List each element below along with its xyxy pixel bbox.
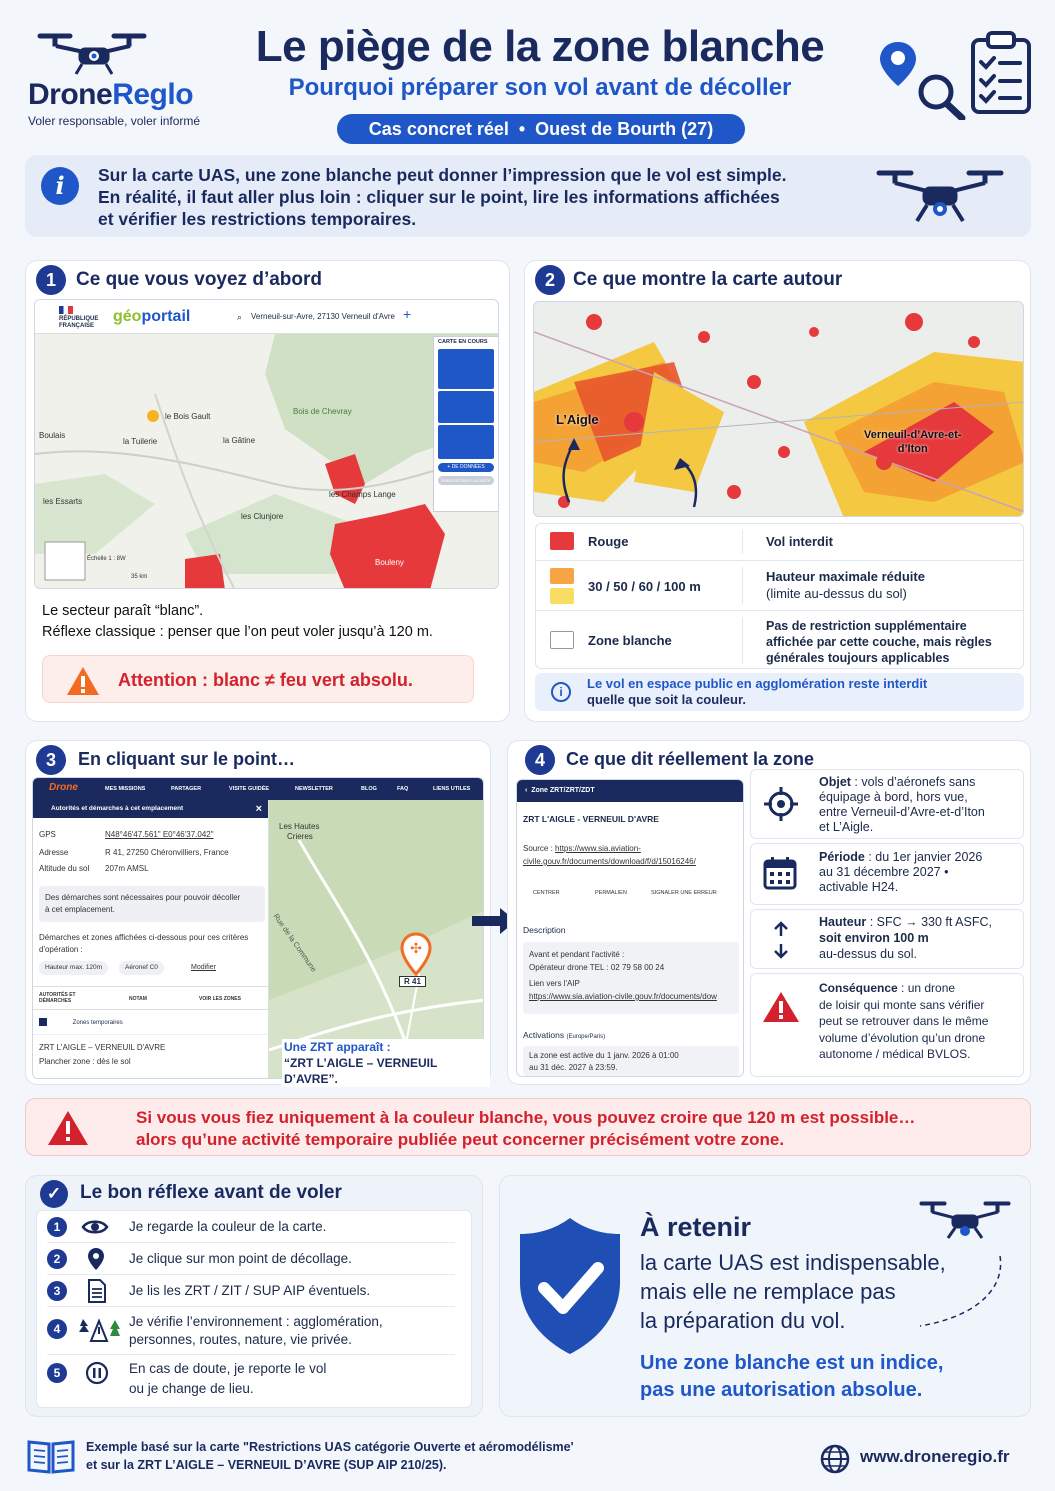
layer-item[interactable] [438, 391, 494, 423]
section-3-title: En cliquant sur le point… [78, 749, 296, 769]
more-data-button[interactable]: + DE DONNÉES [438, 463, 494, 472]
app-navbar [33, 778, 483, 800]
legend-label: Rouge [588, 534, 629, 549]
place-label: Bois de Chevray [293, 407, 352, 416]
intro-line-3: et vérifier les restrictions temporaires. [98, 209, 417, 229]
app-map [269, 800, 484, 1079]
source-link-1[interactable]: https://www.sia.aviation- [555, 844, 641, 853]
activations-tz: (Europe/Paris) [566, 1034, 606, 1040]
legend-swatch-yellow [550, 588, 574, 604]
page-title: Le piège de la zone blanche [255, 22, 825, 71]
legend-desc: (limite au-dessus du sol) [766, 586, 907, 601]
retain-card [499, 1175, 1031, 1417]
zrt-caption-2: “ZRT L’AIGLE – VERNEUIL D’AVRE”. [284, 1056, 438, 1086]
layers-panel-title: CARTE EN COURS [438, 339, 488, 345]
info-text: activable H24. [819, 880, 899, 894]
altitude-value: 207m AMSL [105, 864, 149, 873]
step-badge-4: 4 [525, 745, 555, 775]
map-label-verneuil-2: d’Iton [897, 443, 928, 455]
warning-icon [65, 665, 101, 697]
procedure-box: Des démarches sont nécessaires pour pouvoir décoller à cet emplacement. [39, 886, 265, 922]
info-consequence [750, 973, 1024, 1077]
height-chip[interactable]: Hauteur max. 120m [39, 961, 108, 975]
rf-line-1: RÉPUBLIQUE [59, 316, 99, 322]
zone-detail-name: ZRT L'AIGLE - VERNEUIL D'AVRE [523, 814, 659, 824]
info-panel [33, 800, 269, 1079]
geoportail-logo-b: portail [141, 308, 191, 325]
section-2-card [524, 260, 1031, 722]
info-label: Conséquence [819, 981, 898, 995]
drone-icon [875, 163, 1005, 229]
info-label: Hauteur [819, 915, 867, 929]
source-link-2[interactable]: civile.gouv.fr/documents/download/f/d/15016246/ [523, 857, 696, 866]
alert-line-1: Si vous vous fiez uniquement à la couleur blanche, vous pouvez croire que 120 m est possible… [136, 1108, 916, 1127]
section-4-title: Ce que dit réellement la zone [566, 749, 815, 769]
aircraft-chip[interactable]: Aéronef C0 [119, 961, 164, 975]
brand-tagline: Voler responsable, voler informé [28, 114, 201, 128]
permalink-button[interactable]: PERMALIEN [595, 890, 627, 896]
road-label: Rue de la Commune [271, 912, 319, 974]
footer-line-1: Exemple basé sur la carte "Restrictions UAS catégorie Ouverte et aéromodélisme' [86, 1440, 574, 1454]
legend-swatch-red [550, 532, 574, 550]
modify-link[interactable]: Modifier [191, 964, 216, 971]
page-subtitle: Pourquoi préparer son vol avant de décoller [288, 74, 792, 101]
info-text: volume d’évolution qu’un drone [819, 1030, 986, 1045]
section-1-text-1: Le secteur paraît “blanc”. [42, 603, 204, 619]
legend-row-red [536, 524, 1023, 560]
legend-desc: Vol interdit [766, 534, 833, 549]
pause-icon [85, 1361, 109, 1385]
map-legend [535, 523, 1024, 669]
address-label: Adresse [39, 848, 69, 857]
step-number: 1 [47, 1217, 67, 1237]
map-label: Les Hautes [279, 822, 320, 831]
desc-line: Lien vers l'AIP [529, 979, 580, 988]
step-badge-2: 2 [535, 265, 565, 295]
altitude-label: Altitude du sol [39, 864, 90, 873]
retain-bold-2: pas une autorisation absolue. [640, 1379, 923, 1401]
info-height [750, 909, 1024, 969]
info-text: : SFC → 330 ft ASFC, [866, 915, 992, 929]
checklist-icon [970, 30, 1032, 114]
info-icon: i [41, 167, 79, 205]
zone-entry-name: ZRT L'AIGLE – VERNEUIL D'AVRE [39, 1043, 166, 1052]
app-logo: Drone [49, 782, 78, 793]
zone-detail-header [517, 780, 743, 802]
place-label: la Tuilerie [123, 437, 158, 446]
reflex-title: Le bon réflexe avant de voler [80, 1182, 342, 1203]
environment-icon [77, 1317, 121, 1343]
info-text: et L’Aigle. [819, 820, 874, 834]
place-label: la Gâtine [223, 436, 256, 445]
section-1-text-2: Réflexe classique : penser que l’on peut voler jusqu’à 120 m. [42, 624, 433, 640]
map-label-laigle: L’Aigle [556, 412, 599, 427]
reflex-step-5 [47, 1355, 455, 1407]
zone-entry[interactable] [33, 1034, 268, 1074]
globe-icon [820, 1444, 850, 1474]
legend-desc: générales toujours applicables [766, 651, 950, 665]
warning-icon [46, 1109, 90, 1147]
section-1-title: Ce que vous voyez d’abord [76, 269, 322, 290]
reflex-step-2 [47, 1243, 455, 1275]
reflex-step-1 [47, 1211, 455, 1243]
address-value: R 41, 27250 Chéronvilliers, France [105, 848, 229, 857]
tab-notam[interactable]: NOTAM [129, 996, 147, 1002]
geoportail-screenshot [34, 299, 499, 589]
step-number: 4 [47, 1319, 67, 1339]
warning-icon [761, 990, 801, 1024]
step-badge-1: 1 [36, 265, 66, 295]
nav-item[interactable]: LIENS UTILES [433, 786, 471, 792]
close-icon[interactable]: × [255, 803, 262, 815]
checkbox-icon [39, 1018, 47, 1026]
retain-bold-1: Une zone blanche est un indice, [640, 1352, 944, 1374]
nav-item[interactable]: FAQ [397, 786, 409, 792]
svg-text:✣: ✣ [410, 941, 422, 957]
search-icon: ⌕ [237, 312, 243, 322]
info-text: : vols d’aéronefs sans [850, 775, 976, 789]
tab-zones[interactable]: VOIR LES ZONES [199, 996, 241, 1002]
legend-label: Zone blanche [588, 633, 672, 648]
desc-line: Opérateur drone TEL : 02 79 58 00 24 [529, 963, 665, 972]
rf-line-2: FRANÇAISE [59, 323, 95, 329]
info-label: Objet [819, 775, 851, 789]
brand-logo [28, 28, 208, 128]
road-badge: R 41 [399, 976, 426, 987]
info-text: au-dessus du sol. [819, 947, 917, 961]
book-icon [27, 1438, 75, 1474]
alert-banner [25, 1098, 1031, 1156]
info-text: de loisir qui monte sans vérifier [819, 997, 985, 1012]
gps-value: N48°46'47.561" E0°46'37.042" [105, 830, 214, 839]
target-icon [763, 786, 799, 822]
temp-zones-toggle[interactable] [39, 1018, 123, 1026]
section-3-card [25, 740, 491, 1085]
gps-label: GPS [39, 830, 56, 839]
uas-map [533, 301, 1024, 517]
info-text: : du 1er janvier 2026 [864, 850, 983, 864]
activations-label: Activations [523, 1030, 565, 1040]
activations-box [523, 1046, 739, 1076]
info-period [750, 843, 1024, 905]
info-text: peut se retrouver dans le même [819, 1014, 989, 1028]
footer-line-2: et sur la ZRT L’AIGLE – VERNEUIL D’AVRE (SUP AIP 210/25). [86, 1458, 447, 1472]
reflex-list [36, 1210, 472, 1408]
retain-line-2: mais elle ne remplace pas [640, 1279, 896, 1304]
center-button[interactable]: CENTRER [533, 890, 560, 896]
description-label: Description [523, 925, 566, 935]
document-icon [87, 1279, 107, 1303]
zone-detail-header-title: Zone ZRT/ZRT/ZDT [531, 787, 595, 794]
place-label: les Clunjore [241, 512, 284, 521]
source-label: Source : [523, 844, 556, 853]
nav-item[interactable]: VISITE GUIDÉE [229, 786, 270, 792]
note-line-2: quelle que soit la couleur. [587, 692, 746, 707]
step-number: 5 [47, 1363, 67, 1383]
add-icon[interactable]: + [403, 306, 412, 322]
tab-authorities[interactable]: AUTORITÉS ET DÉMARCHES [39, 992, 76, 1004]
drone-flight-icon [910, 1196, 1020, 1336]
map-scale-km: 35 km [131, 574, 148, 580]
layer-item[interactable] [438, 349, 494, 389]
reflex-card [25, 1175, 483, 1417]
intro-line-2: En réalité, il faut aller plus loin : cliquer sur le point, lire les informations affichées [98, 187, 780, 207]
step-number: 3 [47, 1281, 67, 1301]
legend-label: 30 / 50 / 60 / 100 m [588, 579, 701, 594]
zone-entry-floor: Plancher zone : dès le sol [39, 1057, 131, 1066]
panel-tabs [33, 986, 268, 1010]
save-map-button[interactable]: ENREGISTRER LA CARTE [438, 476, 494, 485]
map-place-labels [35, 300, 498, 588]
place-label: le Bois Gault [165, 412, 211, 421]
place-label: Boulais [39, 431, 66, 440]
step-text: Je lis les ZRT / ZIT / SUP AIP éventuels. [129, 1283, 371, 1298]
aip-link[interactable]: https://www.sia.aviation-civile.gouv.fr/documents/dow [529, 992, 717, 1001]
check-circle-icon: ✓ [40, 1180, 68, 1208]
back-icon[interactable]: ‹ [525, 787, 528, 794]
nav-item[interactable]: BLOG [361, 786, 377, 792]
vertical-arrows-icon [771, 920, 791, 960]
brand-name-b: Reglo [112, 78, 194, 111]
retain-title: À retenir [640, 1212, 752, 1242]
map-label-verneuil-1: Verneuil-d’Avre-et- [864, 429, 962, 441]
map-pin-icon [87, 1247, 105, 1271]
panel-title: Autorités et démarches à cet emplacement [51, 805, 184, 812]
map-label: Crieres [287, 832, 313, 841]
step-text: Je regarde la couleur de la carte. [129, 1219, 327, 1234]
section-4-card [507, 740, 1031, 1085]
info-text: : un drone [897, 981, 956, 995]
info-object [750, 769, 1024, 839]
info-text: équipage à bord, hors vue, [819, 790, 968, 804]
description-box [523, 942, 739, 1014]
intro-box [25, 155, 1031, 237]
section-2-title: Ce que montre la carte autour [573, 269, 843, 290]
nav-item[interactable]: PARTAGER [171, 786, 202, 792]
step-number: 2 [47, 1249, 67, 1269]
map-scale: Échelle 1 : 8W [87, 556, 126, 562]
website-link[interactable]: www.droneregio.fr [860, 1447, 1010, 1466]
place-label: les Essarts [43, 497, 83, 506]
location-search-icon [876, 38, 966, 120]
agglomeration-note [535, 673, 1024, 711]
legend-desc: affichée par cette couche, mais règles [766, 635, 992, 649]
case-badge: Cas concret réel • Ouest de Bourth (27) [337, 114, 745, 144]
legend-swatch-white [550, 631, 574, 649]
legend-desc: Pas de restriction supplémentaire [766, 619, 967, 633]
panel-header [33, 800, 268, 818]
legend-swatch-orange [550, 568, 574, 584]
report-error-button[interactable]: SIGNALER UNE ERREUR [651, 890, 717, 896]
alert-line-2: alors qu’une activité temporaire publiée peut concerner précisément votre zone. [136, 1130, 785, 1149]
info-text: autonome / médical BVLOS. [819, 1047, 971, 1061]
legend-row-height [536, 560, 1023, 610]
drone-location-pin-icon[interactable] [399, 932, 433, 976]
place-label: les Champs Lange [329, 490, 396, 499]
place-label: Bouleny [375, 558, 404, 567]
layer-item[interactable] [438, 425, 494, 459]
brand-name-a: Drone [28, 78, 113, 111]
drone-logo-icon [34, 28, 154, 78]
step-text: ou je change de lieu. [129, 1381, 254, 1396]
note-line-1: Le vol en espace public en agglomération reste interdit [587, 676, 928, 691]
geoportail-logo-a: géo [113, 308, 142, 325]
intro-line-1: Sur la carte UAS, une zone blanche peut donner l’impression que le vol est simple. [98, 165, 787, 185]
attention-text: Attention : blanc ≠ feu vert absolu. [118, 670, 413, 690]
criteria-text: Démarches et zones affichées ci-dessous pour ces critères d'opération : [39, 933, 249, 954]
nav-item[interactable]: MES MISSIONS [105, 786, 146, 792]
attention-box [42, 655, 474, 703]
shield-check-icon [516, 1216, 624, 1356]
eye-icon [81, 1218, 109, 1236]
section-1-card [25, 260, 510, 722]
reflex-step-3 [47, 1275, 455, 1307]
info-label: Période [819, 850, 865, 864]
legend-row-white [536, 610, 1023, 670]
step-text: Je vérifie l’environnement : agglomération, [129, 1314, 383, 1329]
activation-line: au 31 déc. 2027 à 23:59. [529, 1063, 618, 1072]
zone-detail-screenshot [516, 779, 744, 1077]
nav-item[interactable]: NEWSLETTER [295, 786, 333, 792]
zrt-caption-1: Une ZRT apparaît : [284, 1040, 391, 1054]
retain-line-1: la carte UAS est indispensable, [640, 1250, 946, 1275]
desc-line: Avant et pendant l'activité : [529, 950, 625, 959]
temp-zones-label: Zones temporaires [72, 1019, 123, 1026]
step-text: En cas de doute, je reporte le vol [129, 1361, 327, 1376]
step-text: Je clique sur mon point de décollage. [129, 1251, 352, 1266]
info-text: entre Verneuil-d’Avre-et-d’Iton [819, 805, 985, 819]
info-text: au 31 décembre 2027 • [819, 865, 949, 879]
retain-line-3: la préparation du vol. [640, 1308, 846, 1333]
info-icon: i [551, 682, 571, 702]
step-text: personnes, routes, nature, vie privée. [129, 1332, 352, 1347]
calendar-icon [763, 856, 797, 890]
step-badge-3: 3 [36, 745, 66, 775]
layers-panel [433, 336, 499, 512]
legend-desc: Hauteur maximale réduite [766, 569, 925, 584]
info-text: soit environ 100 m [819, 931, 929, 945]
activation-line: La zone est active du 1 janv. 2026 à 01:00 [529, 1051, 679, 1060]
geoportail-search-text: Verneuil-sur-Avre, 27130 Verneuil d'Avre [251, 312, 395, 321]
reflex-step-4 [47, 1307, 455, 1355]
app-screenshot [32, 777, 484, 1079]
